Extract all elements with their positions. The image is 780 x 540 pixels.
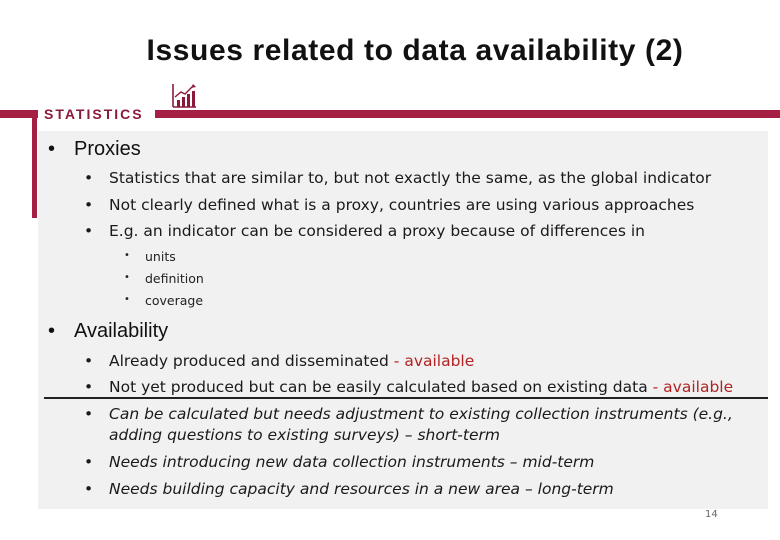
page-number: 14 <box>705 509 718 520</box>
availability-tag: - available <box>652 378 734 396</box>
chart-growth-icon <box>171 83 197 109</box>
slide-title: Issues related to data availability (2) <box>146 34 684 67</box>
brand-label: STATISTICS <box>44 106 144 122</box>
header-accent-bar-right <box>155 110 780 118</box>
section-heading-availability: • Availability <box>48 320 169 342</box>
availability-tag: - available <box>393 352 475 370</box>
header-accent-bar-left <box>0 110 38 118</box>
divider-line <box>44 397 768 399</box>
section-heading-proxies: • Proxies <box>48 138 141 160</box>
side-accent-bar <box>32 118 37 218</box>
